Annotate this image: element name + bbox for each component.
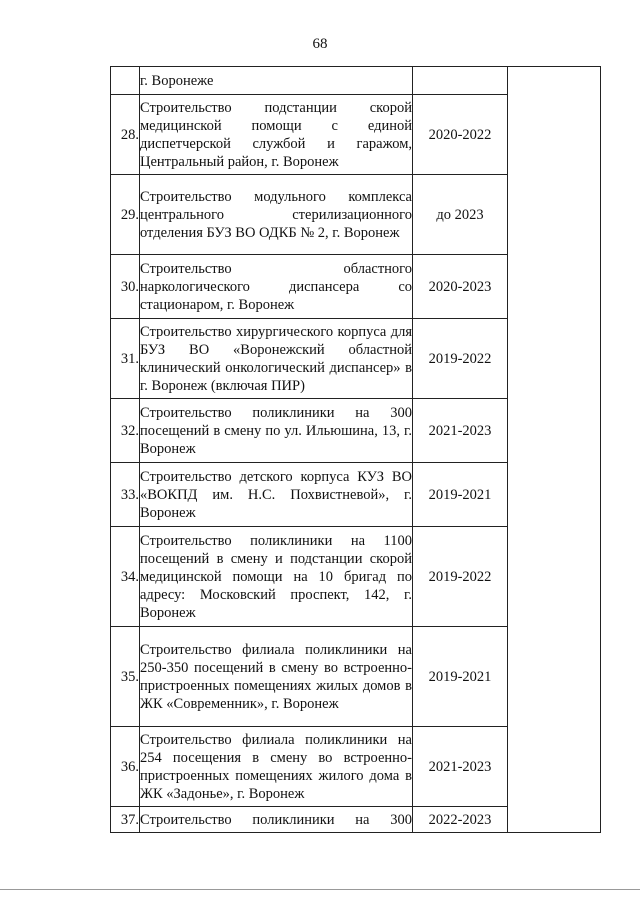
project-name: Строительство областного наркологического диспансера со стационаром, г. Воронеж [140,255,413,319]
project-period [413,67,508,95]
row-number: 30. [111,255,140,319]
page-number: 68 [312,36,328,52]
project-name: Строительство поликлиники на 300 посещений в смену по ул. Ильюшина, 13, г. Воронеж [140,399,413,463]
project-period: 2019-2021 [413,463,508,527]
project-period: 2019-2022 [413,319,508,399]
row-number: 36. [111,727,140,807]
project-name: Строительство хирургического корпуса для БУЗ ВО «Воронежский областной клинический онкологический диспансер» в г. Воронеж (включая ПИР) [140,319,413,399]
project-name: Строительство поликлиники на 1100 посещений в смену и подстанции скорой медицинской помощи на 10 бригад по адресу: Московский проспект, 142, г. Воронеж [140,527,413,627]
project-period: 2019-2022 [413,527,508,627]
row-number: 33. [111,463,140,527]
project-name: Строительство филиала поликлиники на 250-350 посещений в смену во встроенно-пристроенных помещениях жилых домов в ЖК «Современник», г. Воронеж [140,627,413,727]
project-period: 2019-2021 [413,627,508,727]
row-number: 32. [111,399,140,463]
row-number: 34. [111,527,140,627]
project-name: Строительство детского корпуса КУЗ ВО «ВОКПД им. Н.С. Похвистневой», г. Воронеж [140,463,413,527]
project-name: Строительство модульного комплекса центрального стерилизационного отделения БУЗ ВО ОДКБ № 2, г. Воронеж [140,175,413,255]
row-number [111,67,140,95]
row-number: 29. [111,175,140,255]
empty-column [508,67,601,833]
project-period: 2022-2023 [413,807,508,833]
row-number: 37. [111,807,140,833]
project-period: 2021-2023 [413,727,508,807]
construction-projects-table [110,66,601,833]
row-number: 31. [111,319,140,399]
footer-divider [0,889,640,890]
table-row [111,67,601,95]
project-period: 2020-2022 [413,95,508,175]
row-number: 28. [111,95,140,175]
project-name: Строительство поликлиники на 300 [140,807,413,833]
project-name: Строительство подстанции скорой медицинской помощи с единой диспетчерской службой и гаражом, Центральный район, г. Воронеж [140,95,413,175]
project-period: до 2023 [413,175,508,255]
project-period: 2021-2023 [413,399,508,463]
project-period: 2020-2023 [413,255,508,319]
project-name: Строительство филиала поликлиники на 254 посещения в смену во встроенно-пристроенных помещениях жилого дома в ЖК «Задонье», г. Воронеж [140,727,413,807]
project-name: г. Воронеже [140,67,413,95]
row-number: 35. [111,627,140,727]
